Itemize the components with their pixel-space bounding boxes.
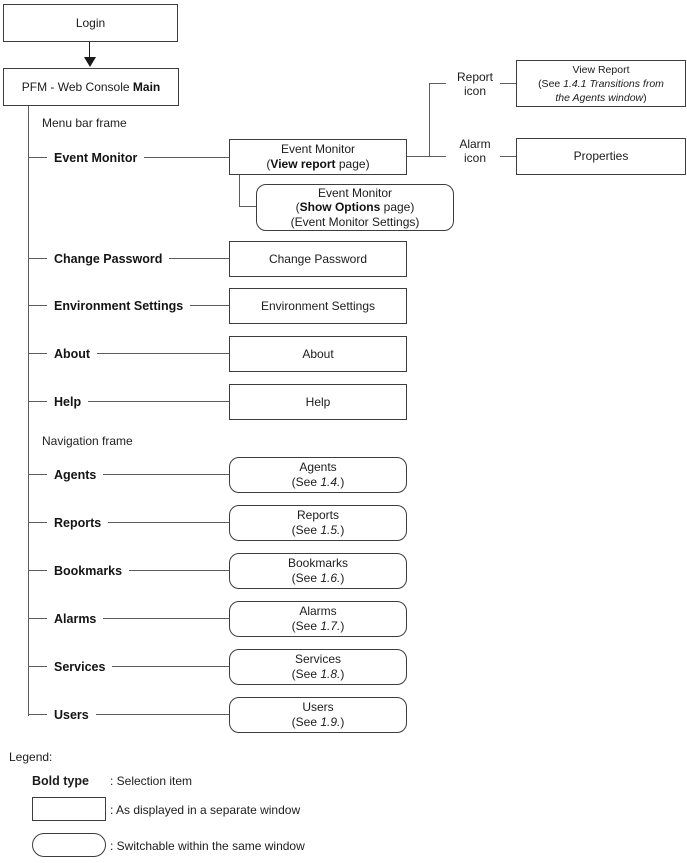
navigation-frame-label: Navigation frame [42,434,133,448]
box-view-report: View Report (See 1.4.1 Transitions from the Agents window) [516,60,686,107]
connector-show-options-horizontal [239,206,256,207]
legend-rect-desc: : As displayed in a separate window [110,803,301,817]
login-label: Login [75,15,106,30]
menu-item-users: Users [47,708,96,722]
tree-spine [28,106,29,716]
connector-alarm-right [500,156,516,157]
box-event-monitor-view-report: Event Monitor (View report page) [229,139,407,175]
box-services: Services (See 1.8.) [229,649,407,685]
legend-rounded-swatch [32,833,106,857]
menu-item-agents: Agents [47,468,103,482]
box-users: Users (See 1.9.) [229,697,407,733]
menu-item-change-password: Change Password [47,252,169,266]
menu-item-environment-settings: Environment Settings [47,299,190,313]
menu-item-alarms: Alarms [47,612,103,626]
box-reports: Reports (See 1.5.) [229,505,407,541]
legend-rect-swatch [32,797,106,821]
box-change-password: Change Password [229,241,407,277]
box-bookmarks: Bookmarks (See 1.6.) [229,553,407,589]
legend-title: Legend: [9,750,53,764]
menu-item-event-monitor: Event Monitor [47,151,144,165]
connector-report-right [500,83,516,84]
flow-arrowhead-icon [84,57,96,67]
alarm-icon-label: Alarm icon [446,137,504,165]
report-icon-label: Report icon [446,70,504,98]
menu-item-reports: Reports [47,516,108,530]
login-box [3,4,178,42]
box-alarms: Alarms (See 1.7.) [229,601,407,637]
box-environment-settings: Environment Settings [229,288,407,324]
menu-item-help: Help [47,395,88,409]
connector-report-vertical [429,84,430,157]
legend-rounded-desc: : Switchable within the same window [110,839,305,853]
connector-show-options-vertical [239,175,240,206]
box-about: About [229,336,407,372]
main-window-label: PFM - Web Console Main [21,79,161,94]
connector-report-left [429,83,446,84]
box-event-monitor-show-options: Event Monitor (Show Options page) (Event Monitor Settings) [256,184,454,231]
menu-item-bookmarks: Bookmarks [47,564,129,578]
menu-item-about: About [47,347,97,361]
main-window-box [3,68,179,106]
box-help: Help [229,384,407,420]
menu-item-services: Services [47,660,112,674]
box-agents: Agents (See 1.4.) [229,457,407,493]
legend-bold-desc: : Selection item [110,774,193,788]
connector-alarm-left [407,156,447,157]
menu-bar-frame-label: Menu bar frame [42,116,127,130]
legend-bold-term: Bold type [32,774,89,788]
box-properties: Properties [516,138,686,175]
